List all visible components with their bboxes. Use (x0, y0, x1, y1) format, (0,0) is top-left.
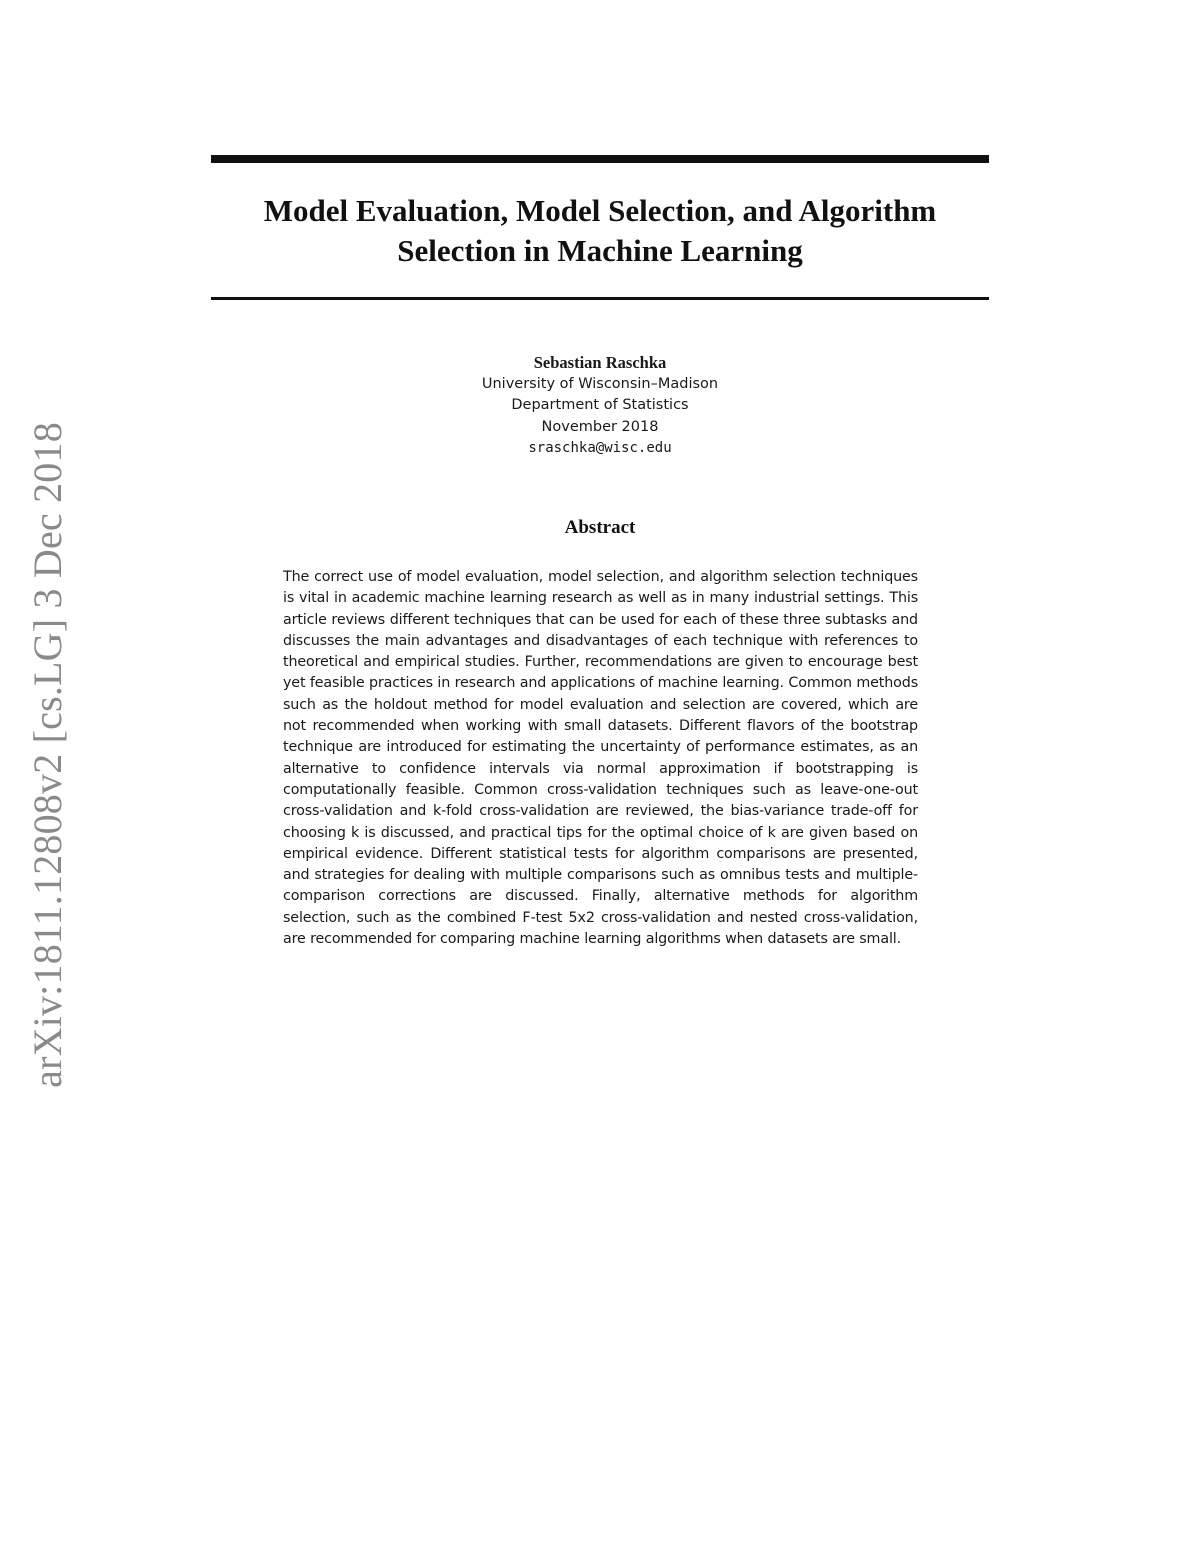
author-email: sraschka@wisc.edu (528, 440, 672, 456)
paper-title (211, 191, 989, 271)
author-name: Sebastian Raschka (533, 353, 667, 372)
abstract-text: The correct use of model evaluation, model selection, and algorithm selection techniques is vital in academic machine learning research as well as in many industrial settings. This article reviews different techniques that can be used for each of these three subtasks and discusses the main advantages and disadvantages of each technique with references to theoretical and empirical studies. Further, recommendations are given to encourage best yet feasible practices in research and applications of machine learning. Common methods such as the holdout method for model evaluation and selection are covered, which are not recommended when working with small datasets. Different flavors of the bootstrap technique are introduced for estimating the uncertainty of performance estimates, as an alternative to confidence intervals via normal approximation if bootstrapping is computationally feasible. Common cross-validation techniques such as leave-one-out cross-validation and k-fold cross-validation are reviewed, the bias-variance trade-off for choosing k is discussed, and practical tips for the optimal choice of k are given based on empirical evidence. Different statistical tests for algorithm comparisons are presented, and strategies for dealing with multiple comparisons such as omnibus tests and multiple-comparison corrections are discussed. Finally, alternative methods for algorithm selection, such as the combined F-test 5x2 cross-validation and nested cross-validation, are recommended for comparing machine learning algorithms when datasets are small. (283, 569, 918, 948)
title-top-rule (211, 155, 989, 163)
author-affiliation: University of Wisconsin–Madison (481, 375, 719, 392)
paper-title-line-1: Model Evaluation, Model Selection, and Algorithm (263, 193, 937, 228)
arxiv-identifier-stamp: arXiv:1811.12808v2 [cs.LG] 3 Dec 2018 (25, 422, 70, 1088)
paper-date: November 2018 (541, 418, 659, 435)
paper-title-line-2: Selection in Machine Learning (397, 233, 803, 268)
author-block (300, 352, 900, 460)
title-bottom-rule (211, 297, 989, 300)
abstract-heading: Abstract (564, 517, 636, 538)
author-department: Department of Statistics (511, 397, 689, 413)
